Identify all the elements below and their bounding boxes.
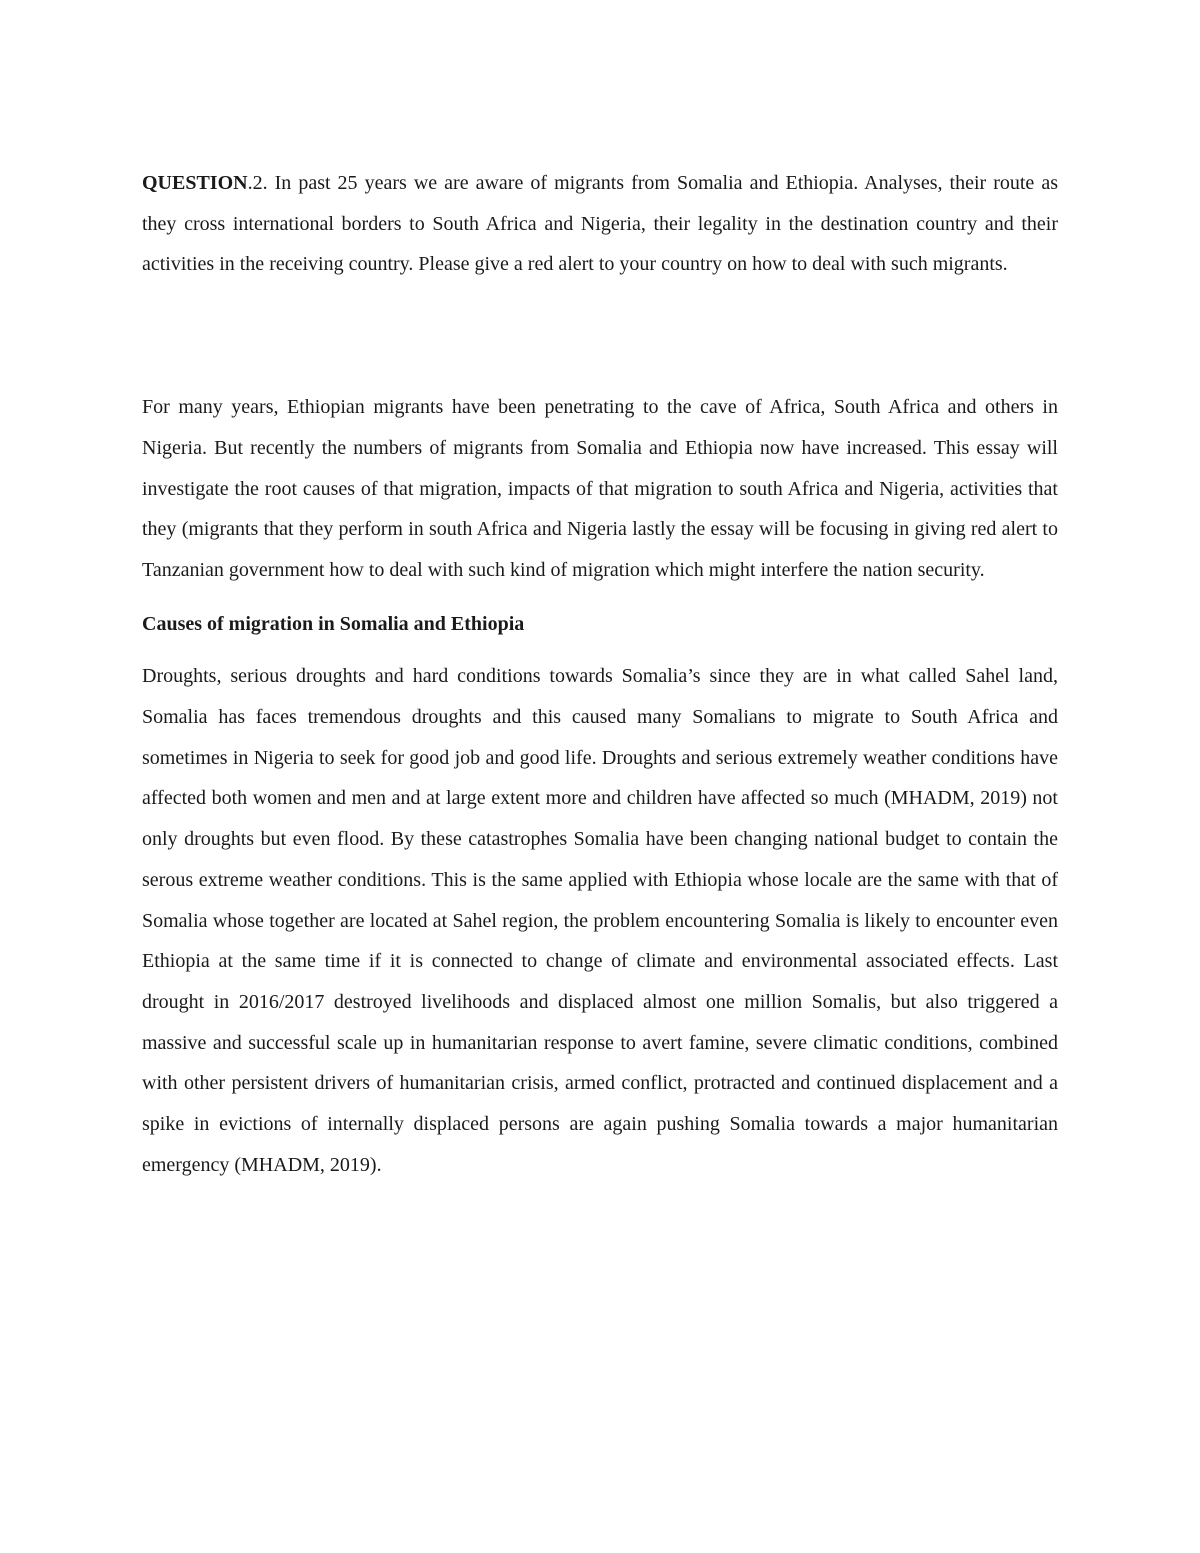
paragraph-spacer xyxy=(142,285,1058,387)
causes-paragraph: Droughts, serious droughts and hard conditions towards Somalia’s since they are in what called Sahel land, Somalia has faces tremendous droughts and this caused many Somalians to migrate to South Africa and sometimes in Nigeria to seek for good job and good life. Droughts and serious extremely weather conditions have affected both women and men and at large extent more and children have affected so much (MHADM, 2019) not only droughts but even flood. By these catastrophes Somalia have been changing national budget to contain the serous extreme weather conditions. This is the same applied with Ethiopia whose locale are the same with that of Somalia whose together are located at Sahel region, the problem encountering Somalia is likely to encounter even Ethiopia at the same time if it is connected to change of climate and environmental associated effects. Last drought in 2016/2017 destroyed livelihoods and displaced almost one million Somalis, but also triggered a massive and successful scale up in humanitarian response to avert famine, severe climatic conditions, combined with other persistent drivers of humanitarian crisis, armed conflict, protracted and continued displacement and a spike in evictions of internally displaced persons are again pushing Somalia towards a major humanitarian emergency (MHADM, 2019). xyxy=(142,665,1058,1176)
question-label: QUESTION xyxy=(142,172,248,194)
question-text: .2. In past 25 years we are aware of migrants from Somalia and Ethiopia. Analyses, their route as they cross international borders to South Africa and Nigeria, their legality in the destination country and their activities in the receiving country. Please give a red alert to your country on how to deal with such migrants. xyxy=(142,172,1058,276)
document-body xyxy=(142,163,1058,1185)
question-paragraph xyxy=(142,163,1058,285)
section-heading: Causes of migration in Somalia and Ethiopia xyxy=(142,612,525,635)
intro-paragraph: For many years, Ethiopian migrants have been penetrating to the cave of Africa, South Africa and others in Nigeria. But recently the numbers of migrants from Somalia and Ethiopia now have increased. This essay will investigate the root causes of that migration, impacts of that migration to south Africa and Nigeria, activities that they (migrants that they perform in south Africa and Nigeria lastly the essay will be focusing in giving red alert to Tanzanian government how to deal with such kind of migration which might interfere the nation security. xyxy=(142,396,1058,581)
